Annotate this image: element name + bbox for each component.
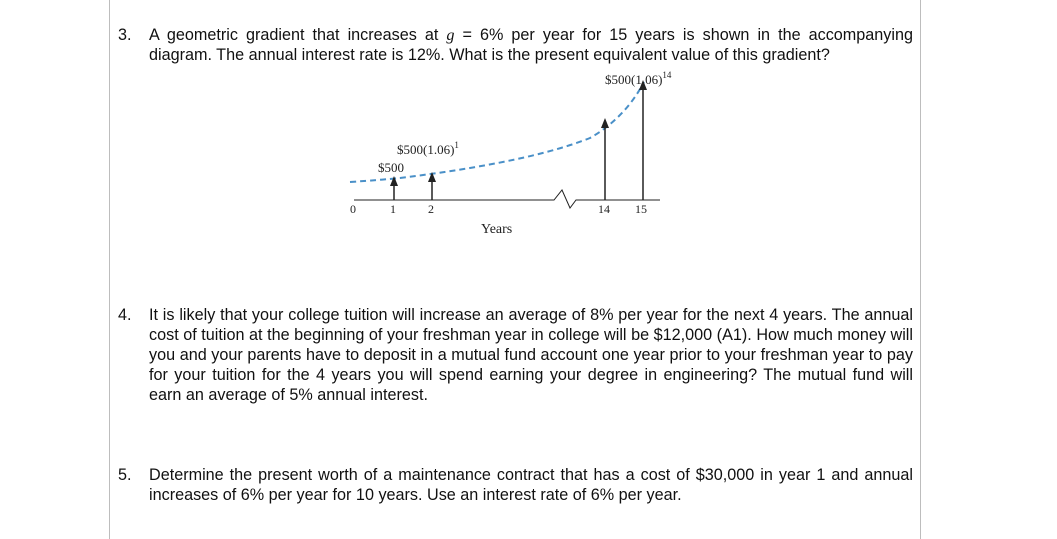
problem-number: 3. [118,26,132,44]
arrowhead-14 [601,118,609,128]
tick-label: 1 [390,202,396,216]
label-mid-exponent: 1 [454,140,459,150]
problem-number: 4. [118,306,132,324]
label-mid [397,140,459,157]
problem-text-part: = 6% per year for 15 years is shown in the accompanying diagram. The annual interest rate is 12%. What is the present equivalent value of this gradient? [149,26,913,64]
time-axis [354,190,660,208]
label-top [605,70,672,87]
problem-text [149,25,913,65]
label-mid-base: $500(1.06) [397,142,455,157]
problem-number: 5. [118,466,132,484]
tick-label: 14 [598,202,610,216]
problem-5 [118,465,913,505]
tick-label: 15 [635,202,647,216]
gradient-symbol: g [446,26,455,44]
problem-text: Determine the present worth of a maintenance contract that has a cost of $30,000 in year 1 and annual increases of 6% per year for 10 years. Use an interest rate of 6% per year. [149,466,913,504]
label-top-base: $500(1.06) [605,72,663,87]
problem-3 [118,25,913,65]
cash-flow-svg [330,66,710,246]
arrowhead-1 [390,176,398,186]
problem-text-part: A geometric gradient that increases at [149,26,447,44]
cash-flow-diagram [330,66,710,246]
tick-label: 2 [428,202,434,216]
tick-label: 0 [350,202,356,216]
problem-text: It is likely that your college tuition will increase an average of 8% per year for the next 4 years. The annual cost of tuition at the beginning of your freshman year in college will be $12,000 (A1). How much money will you and your parents have to deposit in a mutual fund account one year prior to your freshman year to pay for your tuition for the 4 years you will spend earning your degree in engineering? The mutual fund will earn an average of 5% annual interest. [149,306,913,404]
label-first: $500 [378,160,404,175]
label-top-exponent: 14 [662,70,672,80]
x-axis-label: Years [481,222,513,237]
problem-4 [118,305,913,405]
